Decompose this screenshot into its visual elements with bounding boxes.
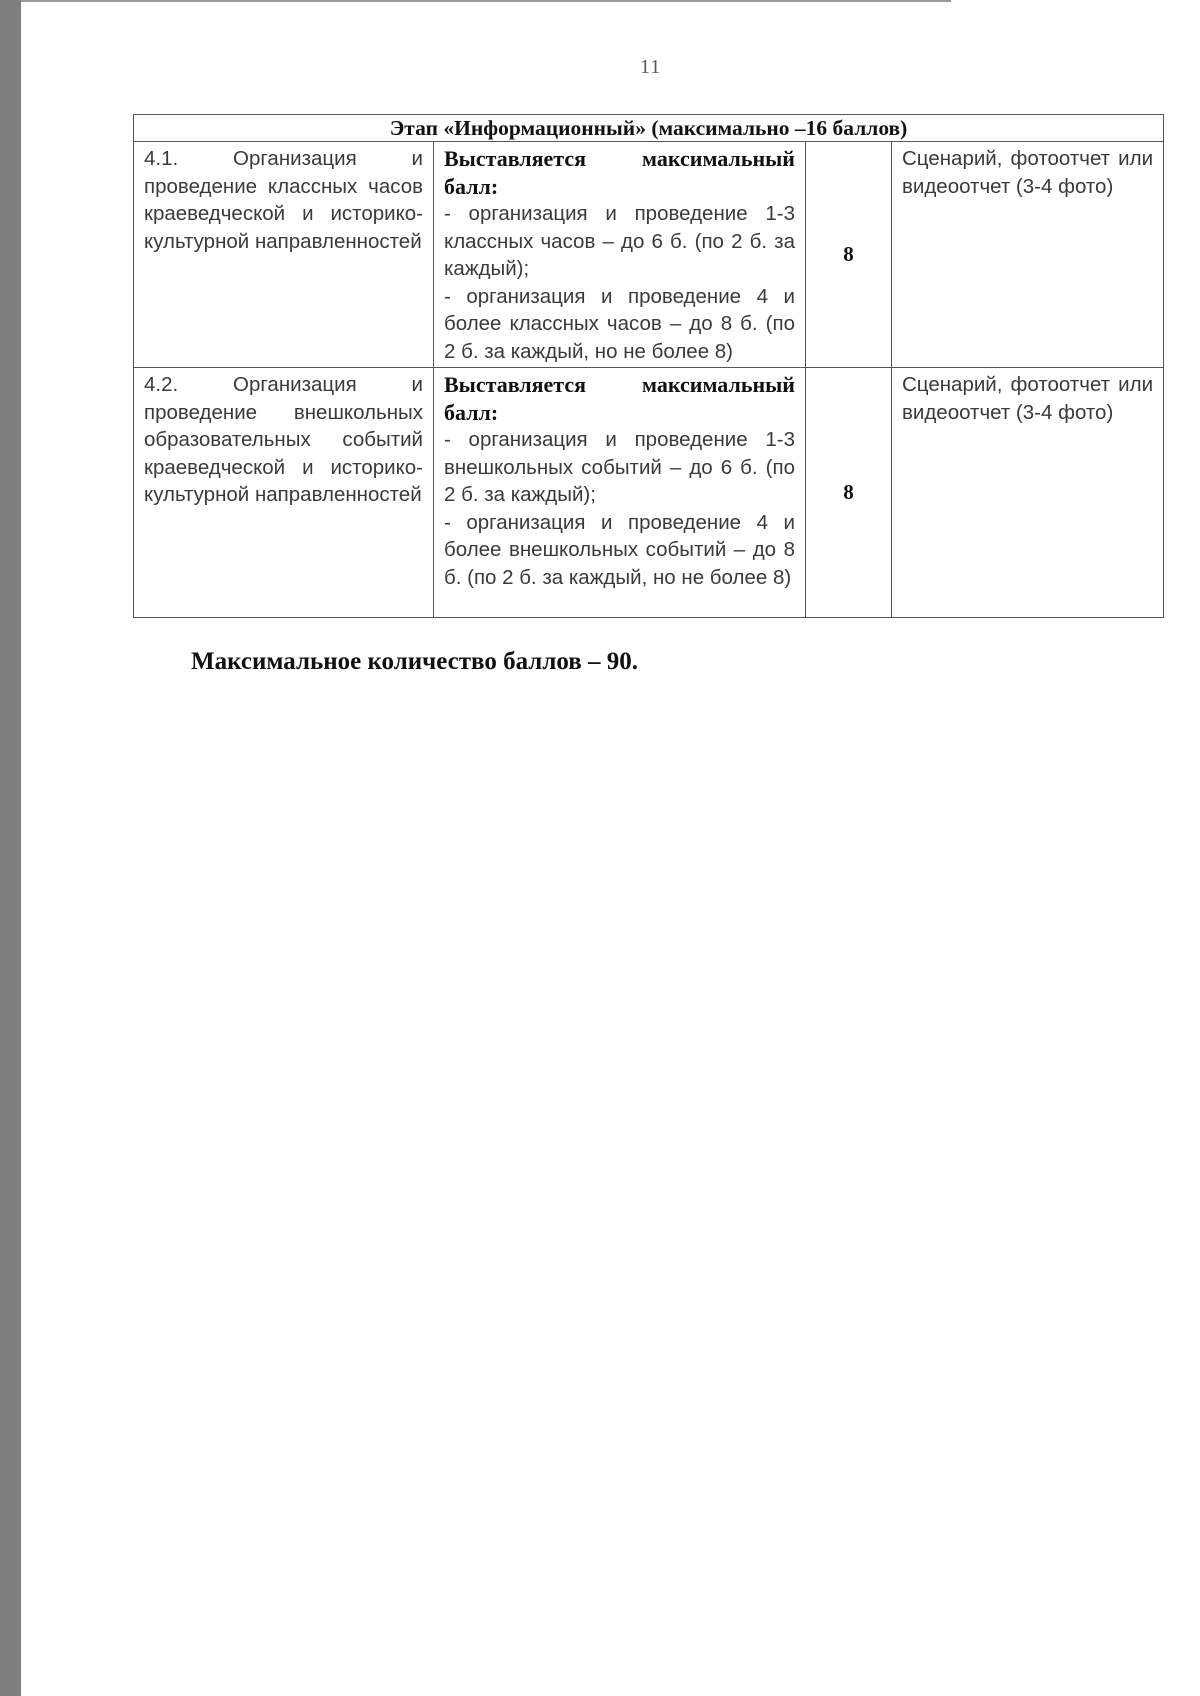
indicator-cell: 4.2. Организация и проведение внешкольных образовательных событий краеведческой и историко-культурной направленностей	[134, 368, 434, 618]
criteria-title: Выставляется максимальный балл:	[444, 372, 795, 425]
indicator-cell: 4.1. Организация и проведение классных часов краеведческой и историко-культурной направленностей	[134, 142, 434, 368]
criteria-line: - организация и проведение 4 и более классных часов – до 8 б. (по 2 б. за каждый, но не более 8)	[444, 284, 795, 363]
evidence-cell: Сценарий, фотоотчет или видеоотчет (3-4 фото)	[892, 368, 1164, 618]
page-number: 11	[640, 56, 662, 78]
stage-header-row	[134, 115, 1164, 142]
table-row	[134, 368, 1164, 618]
max-total-score: Максимальное количество баллов – 90.	[191, 648, 638, 675]
evidence-cell: Сценарий, фотоотчет или видеоотчет (3-4 фото)	[892, 142, 1164, 368]
criteria-line: - организация и проведение 1-3 классных часов – до 6 б. (по 2 б. за каждый);	[444, 202, 795, 280]
max-score-cell: 8	[806, 142, 892, 368]
criteria-cell	[434, 368, 806, 618]
criteria-line: - организация и проведение 1-3 внешкольных событий – до 6 б. (по 2 б. за каждый);	[444, 428, 795, 506]
table-row	[134, 142, 1164, 368]
max-score-cell: 8	[806, 368, 892, 618]
criteria-table	[133, 114, 1164, 618]
scan-top-edge	[21, 0, 951, 2]
stage-header: Этап «Информационный» (максимально –16 баллов)	[134, 115, 1164, 142]
criteria-cell	[434, 142, 806, 368]
criteria-title: Выставляется максимальный балл:	[444, 146, 795, 199]
criteria-line: - организация и проведение 4 и более внешкольных событий – до 8 б. (по 2 б. за каждый, но не более 8)	[444, 510, 795, 589]
scan-left-margin	[0, 0, 21, 1696]
